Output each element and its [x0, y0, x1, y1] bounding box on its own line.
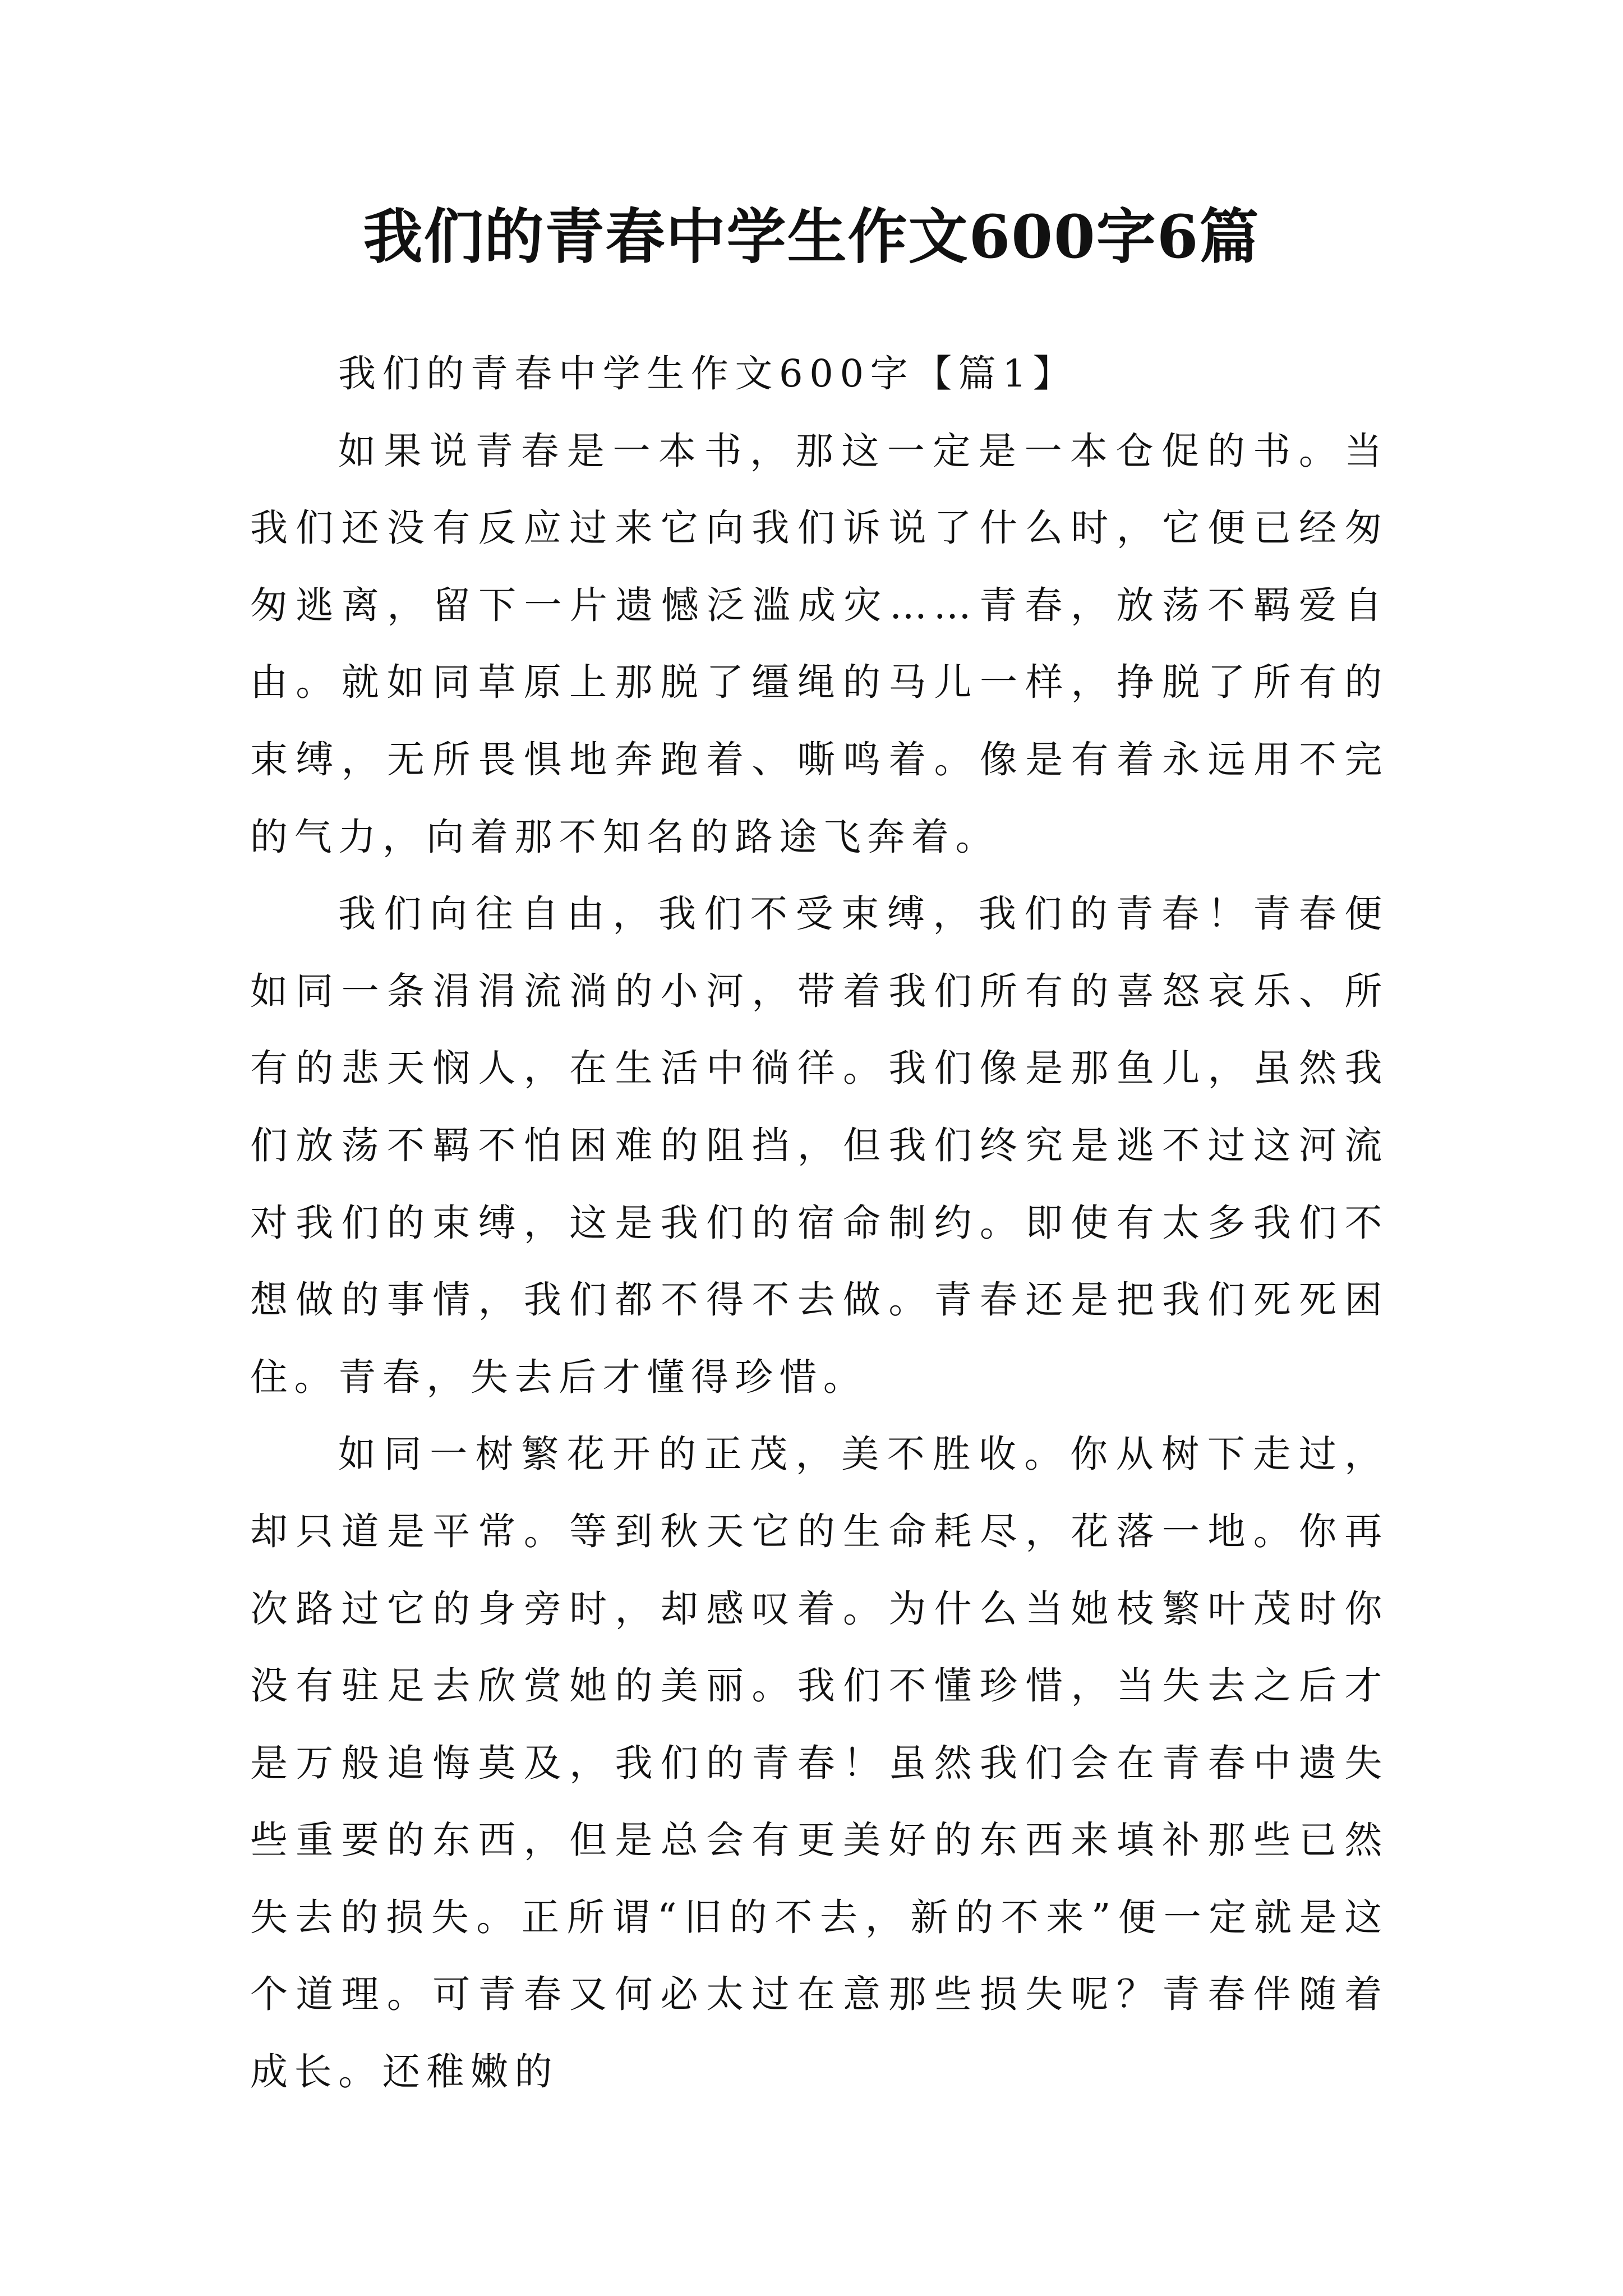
section-heading: 我们的青春中学生作文600字【篇1】: [338, 352, 1077, 395]
paragraph-1: 如果说青春是一本书，那这一定是一本仓促的书。当我们还没有反应过来它向我们诉说了什么时，它便已经匆匆逃离，留下一片遗憾泛滥成灾……青春，放荡不羁爱自由。就如同草原上那脱了缰绳的马儿一样，挣脱了所有的束缚，无所畏惧地奔跑着、嘶鸣着。像是有着永远用不完的气力，向着那不知名的路途飞奔着。: [250, 429, 1389, 859]
document-title: 我们的青春中学生作文600字6篇: [363, 201, 1260, 272]
paragraph-3: 如同一树繁花开的正茂，美不胜收。你从树下走过，却只道是平常。等到秋天它的生命耗尽，花落一地。你再次路过它的身旁时，却感叹着。为什么当她枝繁叶茂时你没有驻足去欣赏她的美丽。我们不懂珍惜，当失去之后才是万般追悔莫及，我们的青春！虽然我们会在青春中遗失些重要的东西，但是总会有更美好的东西来填补那些已然失去的损失。正所谓“旧的不去，新的不来”便一定就是这个道理。可青春又何必太过在意那些损失呢？青春伴随着成长。还稚嫩的: [250, 1432, 1389, 2094]
paragraph-2: 我们向往自由，我们不受束缚，我们的青春！青春便如同一条涓涓流淌的小河，带着我们所有的喜怒哀乐、所有的悲天悯人，在生活中徜徉。我们像是那鱼儿，虽然我们放荡不羁不怕困难的阻挡，但我们终究是逃不过这河流对我们的束缚，这是我们的宿命制约。即使有太多我们不想做的事情，我们都不得不去做。青春还是把我们死死困住。青春，失去后才懂得珍惜。: [250, 892, 1389, 1399]
document-body: [250, 335, 1389, 2111]
